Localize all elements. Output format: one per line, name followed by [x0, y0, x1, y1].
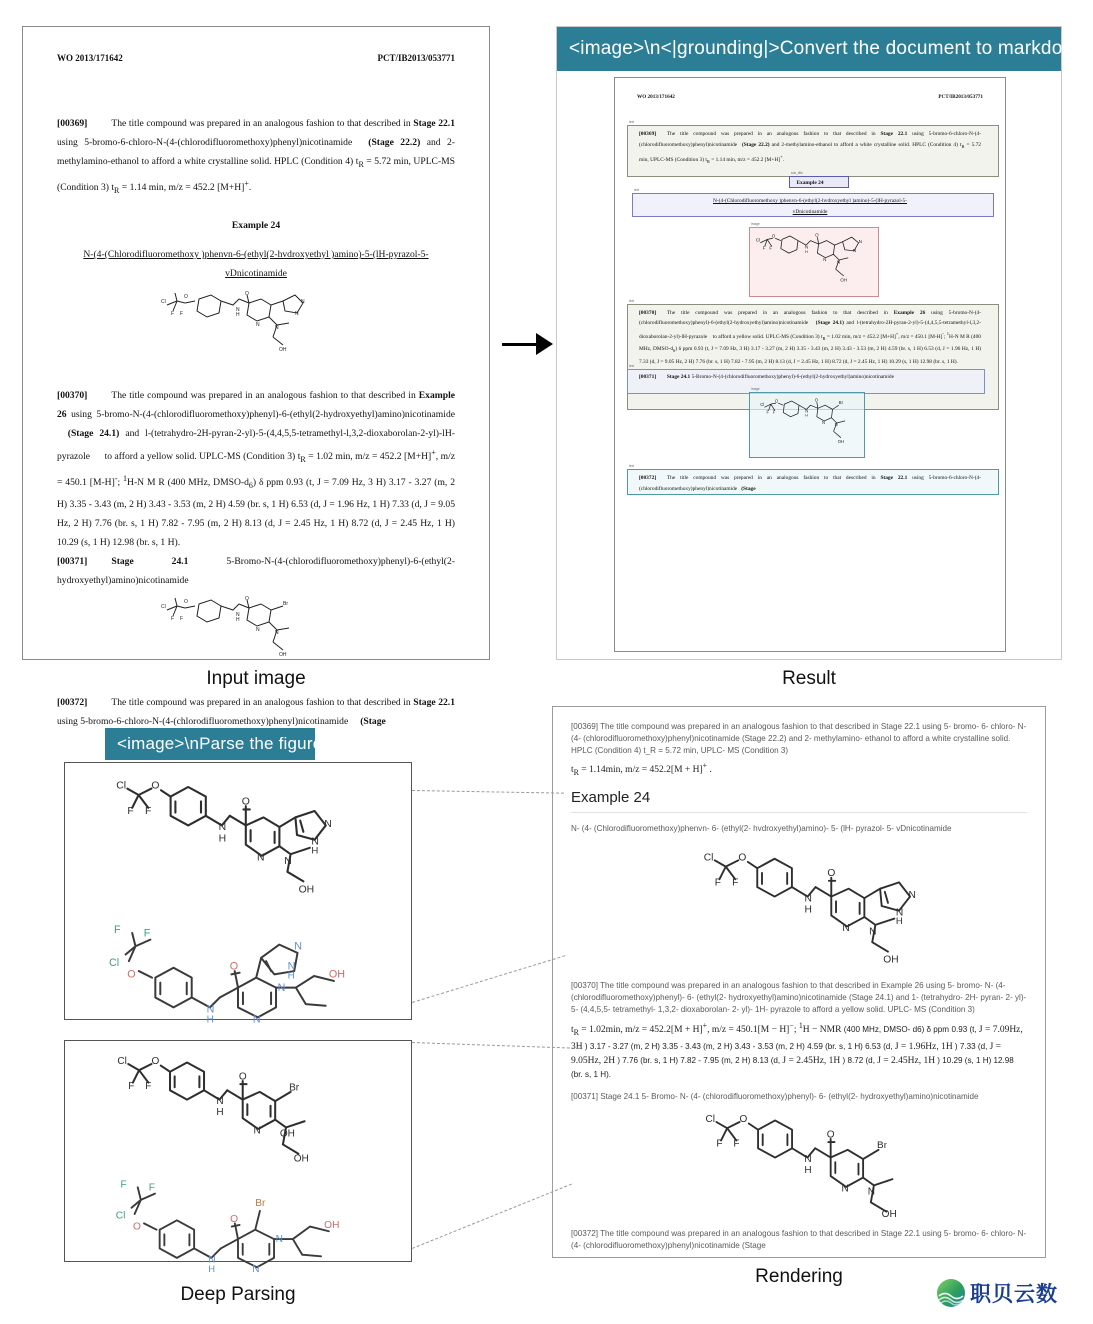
annotation-label: image [751, 387, 760, 392]
deep-parsing-molecule-2-color [73, 1167, 403, 1275]
deep-parsing-molecule-1-mono [81, 771, 345, 899]
svg-text:F: F [769, 245, 773, 251]
svg-text:N: N [252, 1013, 261, 1026]
svg-text:F: F [180, 616, 184, 623]
svg-text:F: F [772, 409, 776, 415]
svg-text:OH: OH [883, 954, 899, 966]
svg-text:N: N [253, 1125, 261, 1137]
svg-text:H: H [287, 970, 295, 982]
svg-text:O: O [151, 780, 160, 792]
rendered-molecule-1-wrap [571, 843, 1027, 974]
watermark-text: 职贝云数 [970, 1282, 1058, 1306]
svg-text:F: F [733, 1138, 740, 1150]
svg-text:H: H [206, 1014, 214, 1026]
svg-text:H: H [895, 915, 903, 927]
svg-text:Cl: Cl [703, 852, 714, 864]
svg-text:N: N [275, 325, 279, 331]
rendered-math-00369: $t_R = 1.14\min$, m/z = 452.2[M + H]+ . [571, 760, 712, 777]
molecule-example-24 [57, 289, 455, 376]
svg-text:N: N [216, 1096, 224, 1108]
rendered-molecule-2 [668, 1105, 930, 1220]
svg-text:Br: Br [289, 1082, 300, 1094]
prompt-text-markdown: <image>\n<|grounding|>Convert the document to markdown. [569, 38, 1093, 59]
svg-text:O: O [127, 968, 136, 981]
svg-text:N: N [295, 311, 299, 317]
svg-text:F: F [766, 409, 770, 415]
result-panel [556, 26, 1093, 660]
svg-text:O: O [774, 398, 779, 404]
svg-text:F: F [148, 1182, 155, 1194]
svg-text:H: H [804, 904, 812, 916]
svg-text:F: F [732, 877, 739, 889]
svg-text:Cl: Cl [117, 1056, 127, 1068]
rendered-heading-example-24: Example 24 [571, 788, 651, 806]
svg-text:H: H [804, 249, 808, 255]
svg-text:N: N [208, 1254, 216, 1266]
rendered-paragraph-00369: [00369] The title compound was prepared in an analogous fashion to that described in Stage 22.1 using 5- bromo- 6- chloro- N- (4- (chlorodifluoromethoxy)phenyl)nicotinamide (Stage 22.2) and 2- methylamino- ethanol to afford a white crystalline solid. HPLC (Condition 4) t_R = 5.72 min, UPLC- MS (Condition 3) [571, 722, 1027, 756]
svg-text:Cl: Cl [161, 604, 166, 611]
svg-text:N: N [324, 819, 332, 830]
svg-text:F: F [716, 1138, 723, 1150]
svg-text:OH: OH [324, 1220, 340, 1232]
rendered-paragraph-00371: [00371] Stage 24.1 5- Bromo- N- (4- (chlorodifluoromethoxy)phenyl)- 6- (ethyl(2- hydroxyethyl)amino)nicotinamide [571, 1091, 979, 1101]
svg-text:Cl: Cl [161, 299, 166, 305]
annotation-label: image [751, 221, 760, 226]
svg-text:O: O [230, 1213, 239, 1225]
svg-text:F: F [714, 877, 721, 889]
svg-text:OH: OH [328, 968, 346, 981]
svg-text:N: N [275, 630, 279, 637]
result-running-head-left: WO 2013/171642 [637, 94, 675, 100]
result-document-page [614, 77, 1006, 652]
svg-text:Br: Br [838, 400, 843, 406]
svg-text:F: F [145, 1080, 152, 1092]
result-paragraph-00372: [00372] The title compound was prepared in an analogous fashion to that described in Stage 22.1 using 5-bromo-6-chloro-N-(4-(chlorodifluoromethoxy)phenyl)nicotinamide (Stage [639, 475, 981, 492]
svg-text:O: O [184, 294, 188, 300]
annotation-label: text [629, 120, 635, 125]
svg-text:OH: OH [293, 1153, 309, 1165]
result-running-head [637, 92, 983, 102]
svg-text:H: H [236, 617, 240, 624]
svg-text:N: N [852, 247, 857, 253]
svg-text:F: F [171, 616, 175, 623]
result-running-head-right: PCT/IB2013/053771 [938, 94, 983, 100]
svg-text:F: F [114, 924, 121, 937]
svg-text:N: N [256, 627, 260, 634]
svg-text:O: O [241, 796, 250, 808]
svg-text:N: N [805, 408, 809, 414]
svg-text:OH: OH [840, 277, 848, 283]
deep-parsing-box-2 [64, 1040, 412, 1275]
svg-text:F: F [143, 927, 151, 940]
svg-text:OH: OH [279, 652, 287, 659]
connector-dash-4 [412, 1184, 572, 1249]
result-chemical-name: N-(4-(Chlorodifluoromethoxy )phenvn-6-(ethyl(2-hvdroxyethyl )amino)-5-(lH-pyrazol-5- vDnicotinamide [712, 197, 907, 215]
rendered-paragraph-00370: [00370] The title compound was prepared in an analogous fashion to that described in Example 26 using 5- bromo- N- (4- (chlorodifluoromethoxy)phenyl)- 6- (ethyl(2- hydroxyethyl)amino)nicotinamide (Stage 24.1) and 1- (tetrahydro- 2H- pyran- 2- yl)- 5- (4,4,5,5- tetramethyl- 1,3,2- dioxaborolan- 2- yl)- 1H- pyrazole to afford a yellow solid. UPLC- MS (Condition 3) [571, 980, 1027, 1015]
svg-text:N: N [869, 926, 877, 938]
svg-text:N: N [842, 923, 850, 935]
svg-text:Cl: Cl [755, 237, 761, 243]
rendered-paragraph-00372: [00372] The title compound was prepared in an analogous fashion to that described in Stage 22.1 using 5- bromo- 6- chloro- N- (4- (chlorodifluoromethoxy)phenyl)nicotinamide (Stage [571, 1228, 1027, 1250]
running-head-right: PCT/IB2013/053771 [377, 53, 455, 63]
result-molecule-2 [755, 392, 865, 454]
svg-text:O: O [815, 232, 819, 238]
svg-text:N: N [277, 981, 286, 994]
svg-text:Br: Br [255, 1198, 266, 1210]
paragraph-00372: [00372] The title compound was prepared in an analogous fashion to that described in Stage 22.1 using 5-bromo-6-chloro-N-(4-(chlorodifluoromethoxy)phenyl)nicotinamide (Stage [57, 697, 455, 728]
svg-text:Br: Br [877, 1139, 888, 1151]
svg-text:O: O [826, 1129, 835, 1141]
svg-text:N: N [823, 257, 827, 263]
svg-text:F: F [127, 806, 134, 818]
svg-text:N: N [294, 940, 302, 953]
annotation-label: text [629, 298, 635, 303]
connector-dash-1 [412, 790, 564, 794]
rendered-molecule-1 [664, 843, 934, 969]
svg-text:N: N [311, 836, 319, 848]
annotation-label: sub_title [791, 170, 803, 175]
prompt-banner-figure [105, 728, 328, 760]
svg-text:N: N [867, 1186, 875, 1198]
svg-text:N: N [895, 907, 904, 919]
svg-text:N: N [804, 244, 809, 250]
annotation-label: text [634, 187, 640, 192]
svg-text:OH: OH [881, 1208, 897, 1220]
caption-rendering: Rendering [755, 1266, 843, 1287]
example-chemical-name: N-(4-(Chlorodifluoromethoxy )phenvn-6-(ethyl(2-hvdroxyethyl )amino)-5-(lH-pyrazol-5- vDnicotinamide [83, 249, 429, 279]
annotation-label: text [629, 464, 635, 469]
svg-text:F: F [145, 806, 152, 818]
result-paragraph-00371: [00371] Stage 24.1 5-Bromo-N-(4-(chlorodifluoromethoxy)phenyl)-6-(ethyl(2-hydroxyethyl)amino)nicotinamide [639, 373, 894, 380]
flow-arrow-shaft [502, 343, 538, 346]
caption-input-image: Input image [206, 668, 306, 689]
watermark-logo [936, 1278, 1058, 1308]
svg-text:N: N [301, 299, 305, 305]
rendered-molecule-2-wrap [571, 1105, 1027, 1222]
svg-text:OH: OH [298, 884, 315, 896]
svg-text:OH: OH [279, 1128, 295, 1140]
svg-text:N: N [218, 822, 227, 834]
svg-text:N: N [284, 855, 292, 867]
svg-text:N: N [256, 322, 260, 328]
svg-text:Cl: Cl [109, 957, 120, 970]
result-molecule-1 [750, 227, 870, 293]
svg-text:N: N [834, 422, 838, 428]
svg-text:N: N [822, 420, 826, 426]
svg-text:N: N [908, 889, 916, 901]
svg-text:N: N [257, 852, 265, 864]
svg-text:O: O [738, 852, 747, 864]
svg-text:F: F [180, 311, 184, 317]
svg-text:F: F [171, 311, 175, 317]
running-head-left: WO 2013/171642 [57, 53, 123, 63]
svg-text:H: H [804, 1164, 812, 1176]
svg-text:O: O [245, 596, 249, 603]
svg-text:O: O [133, 1221, 141, 1233]
svg-text:Cl: Cl [115, 1210, 126, 1222]
svg-text:N: N [206, 1003, 215, 1016]
svg-text:N: N [275, 1234, 283, 1246]
deep-parsing-box-1 [64, 762, 412, 1026]
result-paragraph-00369: [00369] The title compound was prepared in an analogous fashion to that described in Stage 22.1 using 5-bromo-6-chloro-N-(4-(chlorodifluoromethoxy)phenyl)nicotinamide (Stage 22.2) and 2-methylamino-ethanol to afford a white crystalline solid. HPLC (Condition 4) $t_R = 5.72$ min, UPLC-MS (Condition 3) $t_R = 1.14$ min, m/z = 452.2 [M+H]+. [639, 131, 981, 165]
result-example-title: Example 24 [796, 179, 824, 186]
svg-text:O: O [184, 599, 188, 606]
caption-deep-parsing: Deep Parsing [180, 1284, 296, 1305]
svg-text:N: N [841, 1183, 849, 1195]
svg-text:O: O [814, 397, 818, 403]
deep-parsing-molecule-2-mono [81, 1047, 341, 1163]
paragraph-00369: [00369] The title compound was prepared in an analogous fashion to that described in Stage 22.1 using 5-bromo-6-chloro-N-(4-(chlorodifluoromethoxy)phenyl)nicotinamide (Stage 22.2) and 2-methylamino-ethanol to afford a white crystalline solid. HPLC (Condition 4) $t_R = 5.72$ min, UPLC-MS (Condition 3) $t_R = 1.14$ min, m/z = 452.2 [M+H]+. [57, 118, 456, 195]
svg-text:N: N [252, 1263, 260, 1275]
svg-text:N: N [236, 612, 240, 619]
svg-text:H: H [805, 414, 808, 419]
svg-text:O: O [151, 1056, 160, 1068]
svg-text:Cl: Cl [705, 1113, 716, 1125]
svg-text:OH: OH [837, 439, 845, 445]
heading-rule [571, 812, 1027, 813]
svg-text:F: F [128, 1080, 135, 1092]
svg-text:N: N [236, 307, 240, 313]
running-head [57, 49, 455, 68]
flow-arrow-head [536, 333, 553, 355]
connector-dash-2 [412, 955, 565, 1003]
prompt-banner-markdown [557, 27, 1093, 71]
rendering-panel [552, 706, 1046, 1258]
svg-text:Cl: Cl [116, 780, 127, 792]
caption-result: Result [782, 668, 836, 689]
svg-text:OH: OH [279, 347, 287, 353]
paragraph-00371: [00371] Stage 24.1 5-Bromo-N-(4-(chlorodifluoromethoxy)phenyl)-6-(ethyl(2-hydroxyethyl)amino)nicotinamide [57, 556, 455, 587]
svg-text:O: O [229, 960, 239, 973]
rendered-math-00370: $t_R = 1.02\min$, m/z = 452.2[M + H]+, m/z = 450.1[M − H]−; $^1$H − NMR (400 MHz, DMSO- d6) δ ppm 0.93 (t, J = 7.09Hz, 3H ) 3.17 - 3.27 (m, 2 H) 3.35 - 3.43 (m, 2 H) 3.43 - 3.53 (m, 2 H) 4.59 (br. s, 1 H) 6.53 (d, J = 1.96Hz, 1H ) 7.33 (d, J = 9.05Hz, 2H ) 7.76 (br. s, 1 H) 7.82 - 7.95 (m, 2 H) 8.13 (d, J = 2.45Hz, 1H ) 8.72 (d, J = 2.45Hz, 1H ) 10.29 (s, 1 H) 12.98 (br. s, 1 H). [571, 1021, 1023, 1079]
svg-text:H: H [218, 833, 227, 845]
svg-text:H: H [208, 1262, 216, 1274]
svg-text:O: O [739, 1113, 748, 1125]
svg-text:N: N [804, 893, 812, 905]
prompt-text-figure: <image>\nParse the figure. [117, 734, 328, 753]
svg-text:O: O [771, 233, 776, 239]
result-paragraph-00370: [00370] The title compound was prepared in an analogous fashion to that described in Example 26 using 5-bromo-N-(4-(chlorodifluoromethoxy)phenyl)-6-(ethyl(2-hydroxyethyl)amino)nicotinamide (Stage 24.1) and l-(tetrahydro-2H-pyran-2-yl)-5-(4,4,5,5-tetramethyl-l,3,2-dioxaborolan-2-yl)-lH-pyrazole to afford a yellow solid. UPLC-MS (Condition 3) $t_R = 1.02$ min, m/z = 452.2 [M+H]+, m/z = 450.1 [M-H]-; $^1$H-N M R (400 MHz, DMSO-$d_6$) δ ppm 0.93 (t, J = 7.09 Hz, 3 H) 3.17 - 3.27 (m, 2 H) 3.35 - 3.43 (m, 2 H) 3.43 - 3.53 (m, 2 H) 4.59 (br. s, 1 H) 6.53 (d, J = 1.96 Hz, 1 H) 7.33 (d, J = 9.05 Hz, 2 H) 7.76 (br. s, 1 H) 7.82 - 7.95 (m, 2 H) 8.13 (d, J = 2.45 Hz, 1 H) 8.72 (d, J = 2.45 Hz, 1 H) 10.29 (s, 1 H) 12.98 (br. s, 1 H). [639, 309, 982, 365]
wave-circle-icon [936, 1278, 966, 1308]
svg-text:F: F [120, 1179, 127, 1191]
svg-text:N: N [804, 1153, 812, 1165]
svg-text:N: N [858, 238, 862, 244]
svg-text:O: O [827, 867, 836, 879]
svg-text:Br: Br [283, 601, 288, 608]
svg-text:F: F [762, 245, 766, 251]
svg-text:N: N [287, 960, 296, 973]
svg-text:O: O [238, 1071, 247, 1083]
svg-text:H: H [236, 312, 240, 318]
example-title-24: Example 24 [231, 220, 281, 231]
svg-text:O: O [245, 291, 249, 297]
deep-parsing-molecule-1-color [73, 895, 403, 1026]
rendered-chemical-name: N- (4- (Chlorodifluoromethoxy)phenvn- 6- (ethyl(2- hvdroxyethyl)amino)- 5- (lH- pyrazol- 5- vDnicotinamide [571, 823, 952, 833]
svg-text:N: N [836, 259, 841, 265]
svg-text:H: H [216, 1107, 224, 1119]
paragraph-00370: [00370] The title compound was prepared in an analogous fashion to that described in Example 26 using 5-bromo-N-(4-(chlorodifluoromethoxy)phenyl)-6-(ethyl(2-hydroxyethyl)amino)nicotinamide (Stage 24.1) and l-(tetrahydro-2H-pyran-2-yl)-5-(4,4,5,5-tetramethyl-l,3,2-dioxaborolan-2-yl)-lH-pyrazole to afford a yellow solid. UPLC-MS (Condition 3) $t_R = 1.02$ min, m/z = 452.2 [M+H]+, m/z = 450.1 [M-H]-; $^1$H-N M R (400 MHz, DMSO-$d_6$) δ ppm 0.93 (t, J = 7.09 Hz, 3 H) 3.17 - 3.27 (m, 2 H) 3.35 - 3.43 (m, 2 H) 3.43 - 3.53 (m, 2 H) 4.59 (br. s, 1 H) 6.53 (d, J = 1.96 Hz, 1 H) 7.33 (d, J = 9.05 Hz, 2 H) 7.76 (br. s, 1 H) 7.82 - 7.95 (m, 2 H) 8.13 (d, J = 2.45 Hz, 1 H) 8.72 (d, J = 2.45 Hz, 1 H) 10.29 (s, 1 H) 12.98 (br. s, 1 H). [57, 390, 456, 549]
annotation-label: text [629, 363, 635, 368]
svg-text:Cl: Cl [760, 402, 765, 408]
svg-text:H: H [311, 845, 319, 857]
